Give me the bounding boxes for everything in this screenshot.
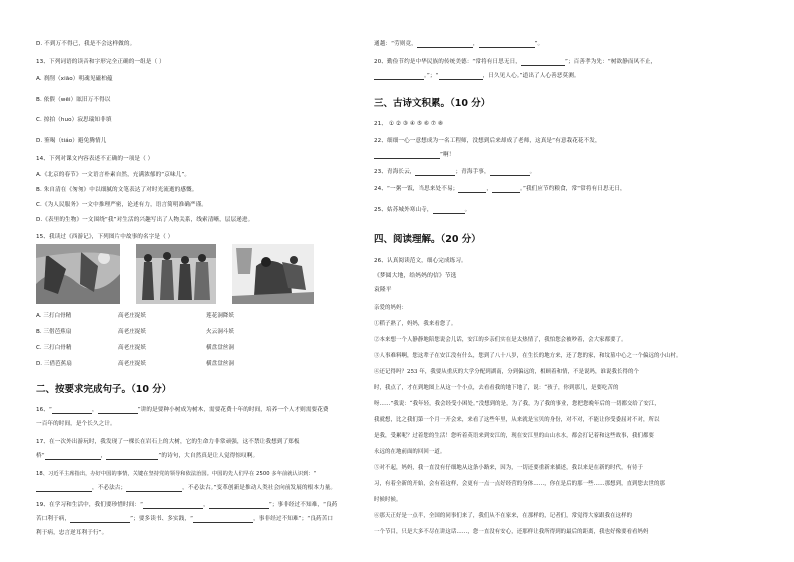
q20-blank-3[interactable] [439, 73, 483, 80]
q18-blank-1[interactable] [36, 485, 92, 492]
journey-west-image-1 [36, 244, 120, 304]
section-4-heading: 四、阅读理解。（20 分） [374, 234, 481, 245]
q15-option-d-col1: D. 三借芭蕉扇 [36, 361, 72, 367]
question-20-line-2: 。”；“ ，日久见人心。”道出了人心善恶莫测。 [374, 72, 580, 80]
q15-option-a-col3: 莲花洞降妖 [206, 313, 234, 319]
question-22-line-2: ”啊！ [374, 151, 454, 159]
passage-para-4: ③人事难料啊，您这辈子在安江没有什么，您到了八十八岁，在生长的地方来，还了您的家，和坟墓中心之一个偏远的小山村。 [374, 353, 682, 359]
q23-blank-2[interactable] [490, 169, 530, 176]
passage-para-9: 是我，受累呢？过着您的生活！您听着英语来到安江的，现在安江里的山山水水，都会打记着和这些故事，我们都要 [374, 433, 655, 439]
q20-blank-2[interactable] [374, 73, 424, 80]
question-26: 26、认真阅读范文，细心完成练习。 [374, 258, 467, 264]
q15-option-b-col3: 火云洞斗妖 [206, 329, 234, 335]
question-22-line-1: 22、细细一心一意想成为一名工程师，没想到后来却成了老师，这真是“有意栽花花不发， [374, 138, 601, 144]
passage-para-3: ②本来想一个人静静地陪您说会儿话，安江的乡亲们实在是太热情了，我怕您会被吵着，会大家都要了。 [374, 337, 627, 343]
q15-option-c-col1: C. 三打白骨精 [36, 345, 72, 351]
passage-para-7: 呀……”我说：“我年轻，我会经受小困处。”没想到的是，为了我，为了我的事业，您把您晚年后的一切都交给了安江， [374, 401, 660, 407]
q22-blank[interactable] [374, 152, 440, 159]
q15-option-a-col1: A. 三打白骨精 [36, 313, 72, 319]
question-16-line-2: 一百年的时间，是个长久之计。 [36, 421, 116, 427]
passage-para-15: 一个节目，只是大多不尽在讲这话……，您一直没有安心，还那样让我所得到的最后的距离，我也好像要看看妈妈 [374, 529, 649, 535]
journey-west-image-3 [232, 244, 314, 304]
passage-para-1: 亲爱的妈妈： [374, 305, 407, 311]
passage-para-12: 习，有着全新的开始，会有着这样，会更有一点一点好经营的身体……，你在是后的那一些……那想到，直到您去世的那 [374, 481, 666, 487]
passage-author: 袁隆平 [374, 287, 392, 293]
q19-blank-4[interactable] [193, 516, 253, 523]
q16-blank-1[interactable] [52, 407, 92, 414]
question-25: 25、姑苏城外寒山寺， 。 [374, 207, 471, 213]
q19-blank-1[interactable] [143, 502, 203, 509]
q13-option-a: A. 刹削（xiāo）明魂见磁柏蕴 [36, 76, 113, 82]
q25-blank[interactable] [433, 207, 465, 214]
q18-blank-2[interactable] [126, 485, 182, 492]
q24-blank-1[interactable] [458, 186, 486, 193]
question-20-line-1: 20、勤俭节约是中华民族的传统美德：“常将有日思无日， ”；百善孝为先：“树欲静而风不止， [374, 59, 657, 65]
passage-para-8: 我就想，比之我们第一个月一开会来，来看了这些年里，从来就是宝贝的身份，对不对，不能让你受委屈对不对，所以 [374, 417, 660, 423]
question-19-line-3: 利于病，忠言逆耳利于行”。 [36, 530, 108, 536]
question-14: 14、下列对课文内容表述不正确的一项是（ ） [36, 156, 154, 162]
passage-para-6: 时，我点了，才在到地图上从这一个小点，去看看我的地下地了，说：“孩子，你到那儿，是要吃苦的 [374, 385, 619, 391]
q14-option-c: C.《为人民服务》一文中推理严密，论述有力，语言简明准确严谨。 [36, 202, 208, 208]
section-3-heading: 三、古诗文积累。（10 分） [374, 98, 491, 109]
question-23: 23、青海长云， ；青海手事， 。 [374, 169, 536, 175]
q17-blank-2[interactable] [106, 453, 158, 460]
q19-blank-2[interactable] [209, 502, 269, 509]
question-19-line-2: 苦口利于病， ”；要多读书、多实践，“ ，事非经过不知难”；“良药苦口 [36, 516, 334, 522]
q19-blank-6[interactable] [479, 41, 535, 48]
question-19-line-1: 19、在学习和生活中，我们要珍惜时间：“ ， ”；事非经过不知难，“良药 [36, 502, 338, 508]
question-21: 21、 ① ② ③ ④ ⑤ ⑥ ⑦ ⑧ [374, 121, 443, 127]
question-15: 15、我读过《西游记》，下列图片中故事的名字是（ ） [36, 234, 174, 240]
q19-blank-5[interactable] [417, 41, 473, 48]
question-18-line-1: 18、习近平主席指出，办好中国的事情，关键在坚持党的领导和依法治国。中国的先人们早在 2500 多年前就认识到：“ [36, 471, 317, 477]
q20-blank-1[interactable] [521, 59, 565, 66]
passage-para-2: ①稻子熟了，妈妈，我来看您了。 [374, 321, 457, 327]
question-13: 13、下列词语的读音和字形完全正确的一组是（ ） [36, 59, 165, 65]
journey-west-image-2 [136, 244, 216, 304]
q14-option-b: B. 朱自清在《匆匆》中以细腻的文笔表达了对时光流逝的感慨。 [36, 187, 198, 193]
passage-para-10: 永远的在地前面的回回一道。 [374, 449, 446, 455]
question-17-line-2: 桥“ ， ”的诗句，大自然真是让人觉得惊叹啊。 [36, 453, 259, 459]
q14-option-d: D.《表里的生物》一文围绕“我”对生活的兴趣写出了人物关系，线索清晰，层层递进。 [36, 217, 254, 223]
passage-para-13: 时候时候。 [374, 497, 402, 503]
q15-option-b-col1: B. 三借芭蕉扇 [36, 329, 72, 335]
question-18-line-2: ，不必法古； ，不必法古。”变革创新是推动人类社会向前发展的根本力量。 [36, 484, 336, 492]
q15-option-c-col3: 横盘盘丝洞 [206, 345, 234, 351]
passage-title: 《梦圆大地，给妈妈的信》节选 [374, 273, 457, 279]
q23-blank-1[interactable] [415, 169, 455, 176]
q24-blank-2[interactable] [492, 186, 520, 193]
q19-continuation: 通越：“劳则竟， ， ”。 [374, 41, 544, 47]
q15-option-c-col2: 高老庄捉妖 [118, 345, 146, 351]
question-24: 24、“一粥一饭，当思来处不易； ， 。”我们应节约粮食，常“常将有日思无日， [374, 186, 626, 192]
passage-para-11: ⑤对不起，妈妈，我一直没有仔细地从这条小路来，因为，一切还要重新来描述，我以来是在新的时代，有待于 [374, 465, 644, 471]
q15-option-d-col2: 高老庄捉妖 [118, 361, 146, 367]
q13-option-b: B. 依偎（wēi）眩旧万不得以 [36, 97, 111, 103]
q14-option-a: A.《北京的春节》一文语言朴素自然，充满浓郁的“京味儿”。 [36, 172, 191, 178]
q15-option-d-col3: 横盘盘丝洞 [206, 361, 234, 367]
q12-option-d: D. 不到万不得已，我是不会这样做的。 [36, 41, 136, 47]
question-16-line-1: 16、“ ， ”讲的是要种小树成为树木，需要花费十年的时间，培养一个人才则需要花费 [36, 407, 329, 413]
passage-para-5: ④还记得吗？253 年，我要从重庆的大学分配到湖南，分到偏远的，相顾着和情，不是说吗，谁说我长得的个 [374, 369, 639, 375]
section-2-heading: 二、按要求完成句子。（10 分） [36, 384, 172, 395]
q15-option-b-col2: 高老庄捉妖 [118, 329, 146, 335]
q15-option-a-col2: 高老庄捉妖 [118, 313, 146, 319]
q16-blank-2[interactable] [98, 407, 138, 414]
passage-para-14: ⑥那天正好是一点半，全国的同事们来了，我们从不在家来，在那样的，记者们，常觉得大家跟我在这样的 [374, 513, 633, 519]
q19-blank-3[interactable] [70, 516, 130, 523]
q13-option-d: D. 鉴喝（tiáo）避免腾情儿 [36, 138, 107, 144]
q13-option-c: C. 掠拍（huo）寂思瑞知非填 [36, 117, 112, 123]
question-17-line-1: 17、在一次外出游玩时，我发现了一棵长在岩石上的大树，它的生命力非常顽强，这不禁让我想到了郑板 [36, 439, 300, 445]
q17-blank-1[interactable] [45, 453, 101, 460]
